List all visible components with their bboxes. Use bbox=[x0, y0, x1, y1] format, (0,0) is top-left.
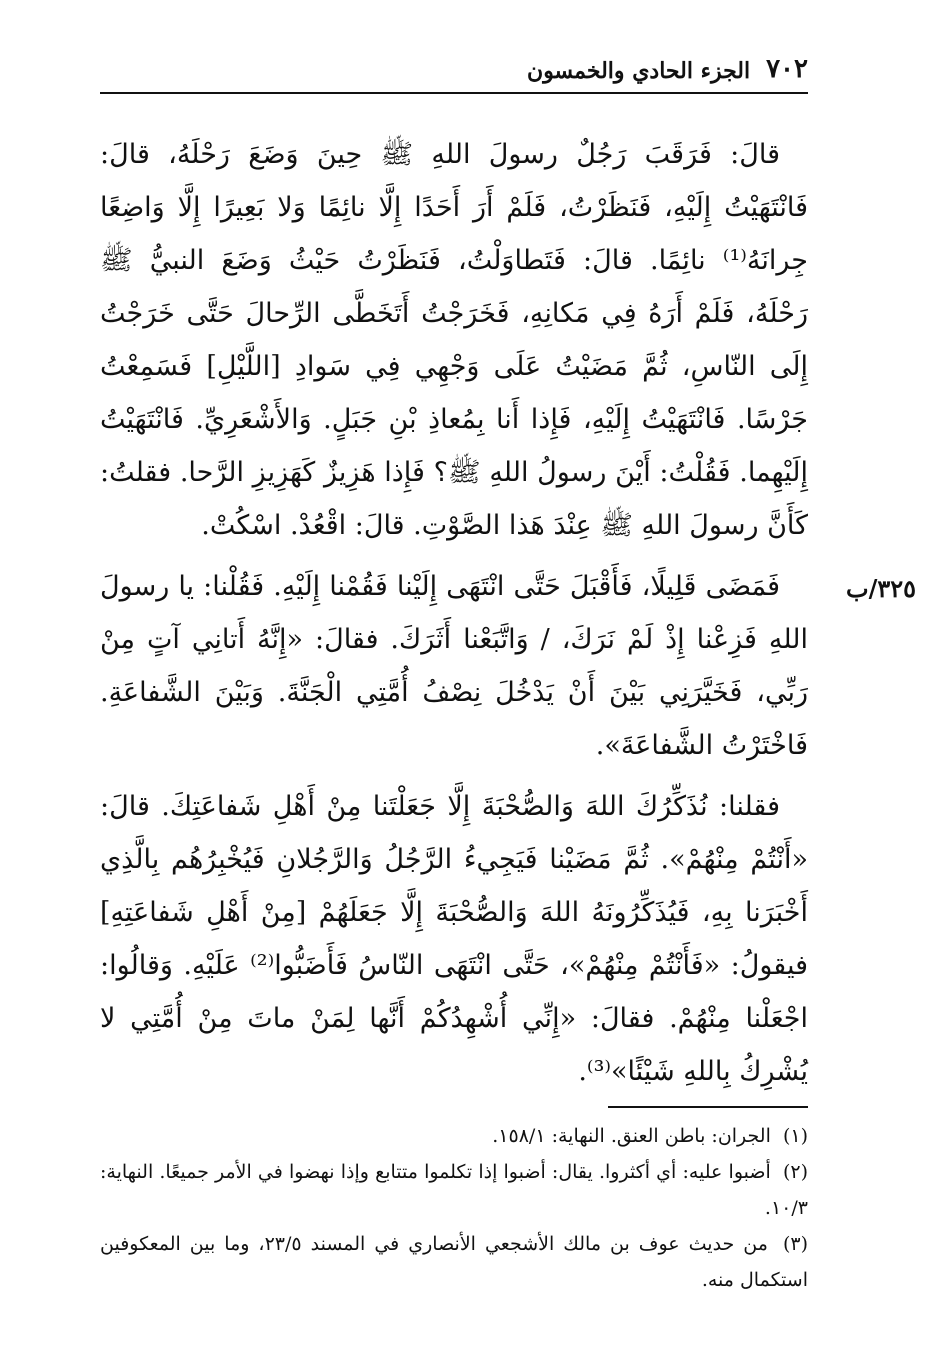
running-title: الجزء الحادي والخمسون bbox=[527, 58, 751, 84]
paragraph-text: قالَ: فَرَقَبَ رَجُلٌ رسولَ اللهِ ﷺ حِينَ وَضَعَ رَحْلَهُ، قالَ: فَانْتَهَيْتُ إِلَيْهِ، فَنَظَرْتُ، فَلَمْ أَرَ أَحَدًا إِلَّا نائِمًا وَلا بَعِيرًا إِلَّا وَاضِعًا جِرانَهُ⁽¹⁾ نائِمًا. قالَ: فَتَطاوَلْتُ، فَنَظَرْتُ حَيْثُ وَضَعَ النبيُّ ﷺ رَحْلَهُ، فَلَمْ أَرَهُ فِي مَكانِهِ، فَخَرَجْتُ أَتَخَطَّى الرِّحالَ حَتَّى خَرَجْتُ إِلَى النّاسِ، ثُمَّ مَضَيْتُ عَلَى وَجْهِي فِي سَوادِ [اللَّيْلِ] فَسَمِعْتُ جَرْسًا. فَانْتَهَيْتُ إِلَيْهِ، فَإِذا أَنا بِمُعاذِ بْنِ جَبَلٍ. وَالأَشْعَرِيِّ. فَانْتَهَيْتُ إِلَيْهِما. فَقُلْتُ: أَيْنَ رسولُ اللهِ ﷺ؟ فَإِذا هَزِيزٌ كَهَزِيزِ الرَّحا. فقلتُ: كَأَنَّ رسولَ اللهِ ﷺ عِنْدَ هَذا الصَّوْتِ. قالَ: اقْعُدْ. اسْكُتْ. bbox=[100, 139, 808, 541]
paragraph bbox=[100, 560, 808, 772]
paragraph bbox=[100, 780, 808, 1098]
footnotes bbox=[100, 1118, 808, 1298]
page-header bbox=[100, 40, 808, 84]
paragraph bbox=[100, 128, 808, 552]
main-text bbox=[100, 128, 808, 1098]
page-number: ٧٠٢ bbox=[766, 54, 808, 84]
footnote-text: أضبوا عليه: أي أكثروا. يقال: أضبوا إذا تكلموا متتابع وإذا نهضوا في الأمر جميعًا. النهاية: ١٠/٣. bbox=[100, 1161, 808, 1219]
footnote bbox=[100, 1118, 808, 1154]
footnote-text: الجران: باطن العنق. النهاية: ١٥٨/١. bbox=[492, 1125, 771, 1147]
footnote-number: (٢) bbox=[782, 1161, 808, 1183]
paragraph-text: فقلنا: نُذَكِّرُكَ اللهَ وَالصُّحْبَةَ إِلَّا جَعَلْتَنا مِنْ أَهْلِ شَفاعَتِكَ. قالَ: «أَنْتُمْ مِنْهُمْ». ثُمَّ مَضَيْنا فَيَجِيءُ الرَّجُلُ وَالرَّجُلانِ فَيُخْبِرُهُم بِالَّذِي أَخْبَرَنا بِهِ، فَيُذَكِّرُونَهُ اللهَ وَالصُّحْبَةَ إِلَّا جَعَلَهُمْ [مِنْ أَهْلِ شَفاعَتِهِ] فيقولُ: «فَأَنْتُمْ مِنْهُمْ»، حَتَّى انْتَهَى النّاسُ فَأَضَبُّوا⁽²⁾ عَلَيْهِ. وَقالُوا: اجْعَلْنا مِنْهُمْ. فقالَ: «إِنِّي أُشْهِدُكُمْ أَنَّها لِمَنْ ماتَ مِنْ أُمَّتِي لا يُشْرِكُ بِاللهِ شَيْئًا»⁽³⁾. bbox=[100, 791, 808, 1087]
header-divider bbox=[100, 92, 808, 94]
footnote-text: من حديث عوف بن مالك الأشجعي الأنصاري في المسند ٢٣/٥، وما بين المعكوفين استكمال منه. bbox=[100, 1233, 808, 1291]
footnote bbox=[100, 1154, 808, 1226]
footnote-number: (٣) bbox=[782, 1233, 809, 1255]
footnote-number: (١) bbox=[782, 1125, 808, 1147]
paragraph-text: فَمَضَى قَلِيلًا، فَأَقْبَلَ حَتَّى انْتَهَى إِلَيْنا فَقُمْنا إِلَيْهِ. فَقُلْنا: يا رسولَ اللهِ فَزِعْنا إِذْ لَمْ نَرَكَ، / وَاتَّبَعْنا أَثَرَكَ. فقالَ: «إِنَّهُ أَتانِي آتٍ مِنْ رَبِّي، فَخَيَّرَنِي بَيْنَ أَنْ يَدْخُلَ نِصْفُ أُمَّتِي الْجَنَّةَ. وَبَيْنَ الشَّفاعَةِ. فَاخْتَرْتُ الشَّفاعَةَ». bbox=[100, 571, 808, 761]
manuscript-folio-marker: ٣٢٥/ب bbox=[845, 574, 916, 603]
footnote bbox=[100, 1226, 808, 1298]
footnote-divider bbox=[608, 1106, 808, 1108]
